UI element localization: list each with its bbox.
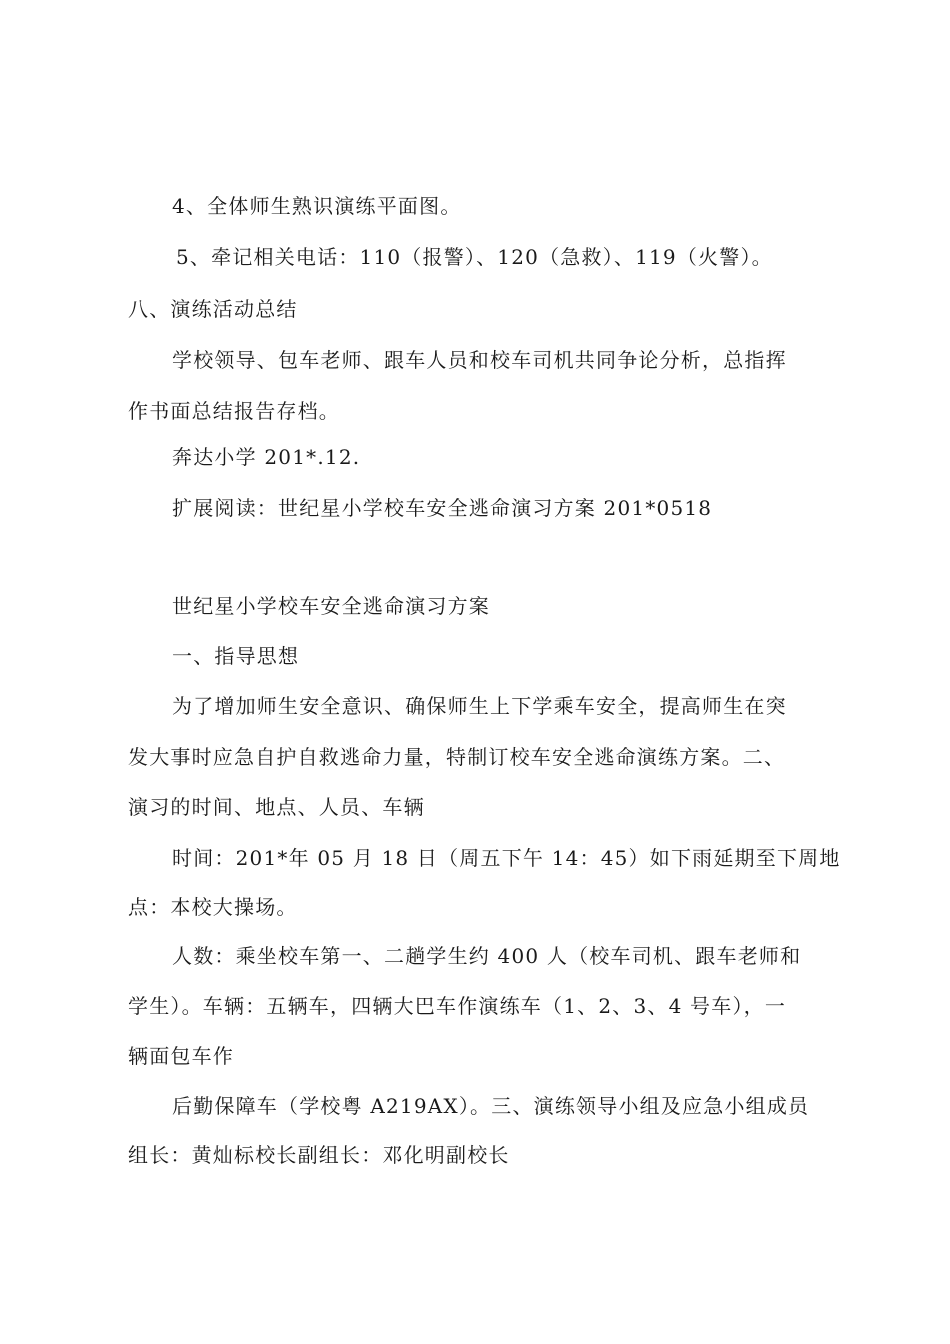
text-line: 扩展阅读：世纪星小学校车安全逃命演习方案 201*0518 [172,496,713,520]
text-line: 辆面包车作 [128,1044,234,1068]
section-heading: 一、指导思想 [172,644,300,668]
text-line: 演习的时间、地点、人员、车辆 [128,795,425,819]
text-line: 作书面总结报告存档。 [128,399,340,423]
text-line: 时间：201*年 05 月 18 日（周五下午 14：45）如下雨延期至下周地 [172,846,841,870]
text-line: 发大事时应急自护自救逃命力量，特制订校车安全逃命演练方案。二、 [128,745,786,769]
text-line: 奔达小学 201*.12. [172,445,361,469]
text-line: 组长：黄灿标校长副组长：邓化明副校长 [128,1143,510,1167]
text-line: 5、牵记相关电话：110（报警）、120（急救）、119（火警）。 [176,245,773,269]
text-line: 学校领导、包车老师、跟车人员和校车司机共同争论分析，总指挥 [172,348,787,372]
text-line: 4、全体师生熟识演练平面图。 [172,194,462,218]
document-title: 世纪星小学校车安全逃命演习方案 [172,594,490,618]
text-line: 人数：乘坐校车第一、二趟学生约 400 人（校车司机、跟车老师和 [172,944,802,968]
text-line: 点：本校大操场。 [128,895,298,919]
text-line: 为了增加师生安全意识、确保师生上下学乘车安全，提高师生在突 [172,694,787,718]
text-line: 学生）。车辆：五辆车，四辆大巴车作演练车（1、2、3、4 号车），一 [128,994,787,1018]
section-heading: 八、演练活动总结 [128,297,298,321]
text-line: 后勤保障车（学校粤 A219AX）。三、演练领导小组及应急小组成员 [172,1094,810,1118]
